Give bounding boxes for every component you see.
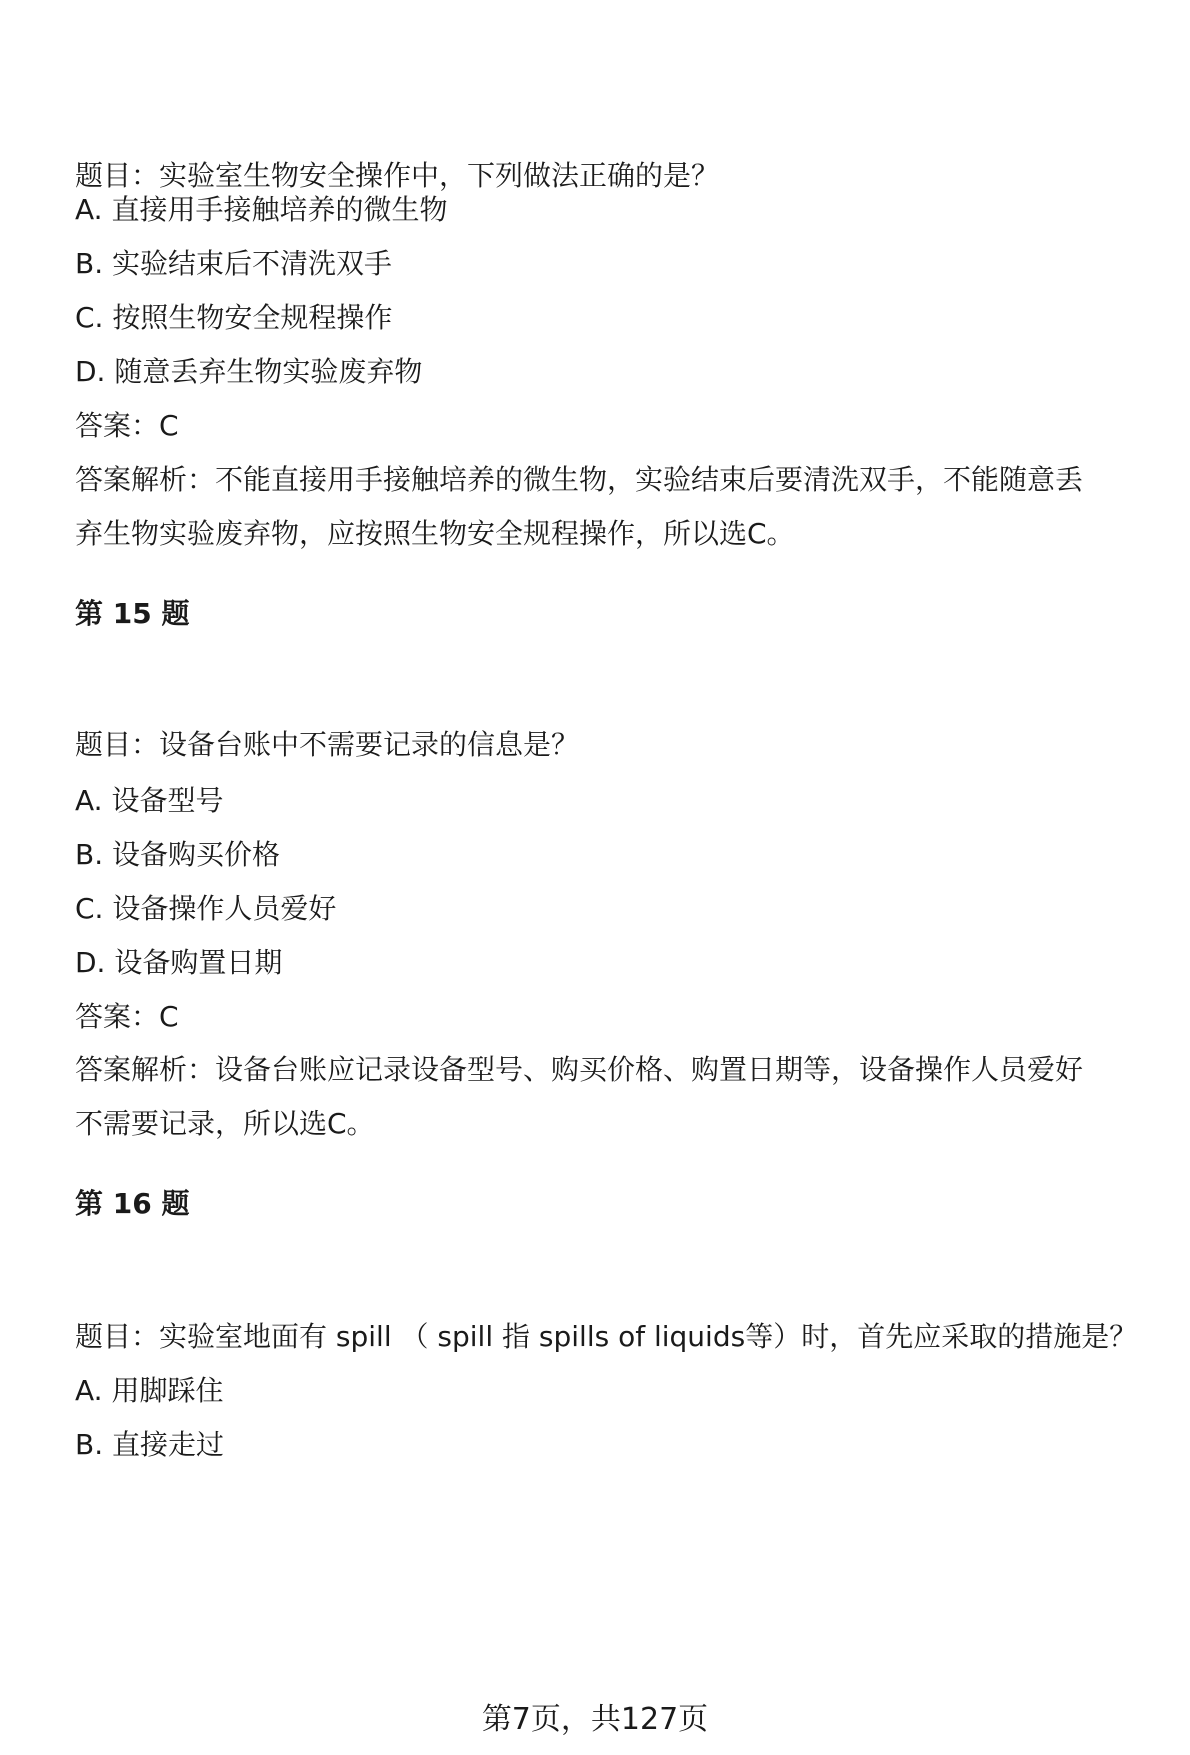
question-15-stem: 题目：设备台账中不需要记录的信息是？	[75, 728, 580, 761]
question-15-option-c: C. 设备操作人员爱好	[75, 892, 337, 925]
question-14-explanation-line-1: 答案解析：不能直接用手接触培养的微生物，实验结束后要清洗双手，不能随意丢	[75, 463, 1084, 496]
question-15-heading: 第 15 题	[75, 597, 190, 630]
question-15-answer: 答案：C	[75, 1000, 179, 1033]
question-15-option-d: D. 设备购置日期	[75, 946, 283, 979]
question-15-explanation-line-2: 不需要记录，所以选C。	[75, 1107, 375, 1140]
question-16-option-b: B. 直接走过	[75, 1428, 225, 1461]
question-14-option-a: A. 直接用手接触培养的微生物	[75, 193, 448, 226]
question-14-option-b: B. 实验结束后不清洗双手	[75, 247, 393, 280]
question-14-stem: 题目：实验室生物安全操作中，下列做法正确的是？	[75, 159, 720, 192]
question-14-option-d: D. 随意丢弃生物实验废弃物	[75, 355, 423, 388]
page-number-footer: 第7页，共127页	[481, 1702, 709, 1737]
question-14-explanation-line-2: 弃生物实验废弃物，应按照生物安全规程操作，所以选C。	[75, 517, 795, 550]
question-15-explanation-line-1: 答案解析：设备台账应记录设备型号、购买价格、购置日期等，设备操作人员爱好	[75, 1053, 1084, 1086]
question-16-option-a: A. 用脚踩住	[75, 1374, 224, 1407]
question-14-answer: 答案：C	[75, 409, 179, 442]
question-16-stem: 题目：实验室地面有 spill （ spill 指 spills of liquids等）时，首先应采取的措施是？	[75, 1320, 1138, 1353]
question-16-heading: 第 16 题	[75, 1187, 190, 1220]
question-15-option-a: A. 设备型号	[75, 784, 224, 817]
question-14-option-c: C. 按照生物安全规程操作	[75, 301, 393, 334]
question-15-option-b: B. 设备购买价格	[75, 838, 281, 871]
